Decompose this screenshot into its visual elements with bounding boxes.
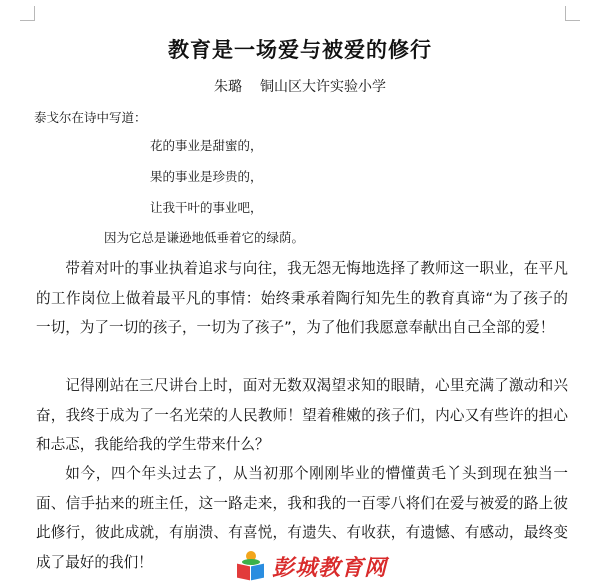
- body-paragraph: 带着对叶的事业执着追求与向往，我无怨无悔地选择了教师这一职业，在平凡的工作岗位上做着最平凡的事情：始终秉承着陶行知先生的教育真谛“为了孩子的一切，为了一切的孩子，一切为了孩子”，为了他们我愿意奉献出自己全部的爱！: [36, 260, 568, 336]
- author-name: 朱璐: [214, 79, 242, 95]
- poem-line: 让我干叶的事业吧，: [150, 200, 263, 215]
- poem-line: 果的事业是珍贵的，: [150, 169, 263, 184]
- page-corner-mark-top-left: [20, 6, 35, 21]
- watermark-text: 彭城教育网: [272, 555, 388, 581]
- page-corner-mark-top-right: [565, 6, 580, 21]
- school-name: 铜山区大许实验小学: [260, 79, 386, 95]
- book-reader-logo-icon: [236, 551, 266, 581]
- poem-line: 因为它总是谦逊地低垂着它的绿荫。: [104, 230, 305, 245]
- poem-line: 花的事业是甜蜜的，: [150, 138, 263, 153]
- body-paragraph: 如今，四个年头过去了，从当初那个刚刚毕业的懵懂黄毛丫头到现在独当一面、信手拈来的班主任，这一路走来，我和我的一百零八将们在爱与被爱的路上彼此修行，彼此成就，有崩溃、有喜悦，有遗失、有收获，有遗憾、有感动，最终变成了最好的我们！: [36, 465, 568, 571]
- body-paragraph: 记得刚站在三尺讲台上时，面对无数双渴望求知的眼睛，心里充满了激动和兴奋，我终于成为了一名光荣的人民教师！望着稚嫩的孩子们，内心又有些许的担心和忐忑，我能给我的学生带来什么？: [36, 377, 568, 453]
- site-watermark: [236, 548, 436, 584]
- article-title: 教育是一场爱与被爱的修行: [168, 38, 432, 62]
- poem-intro: 泰戈尔在诗中写道：: [34, 110, 147, 125]
- byline: [0, 76, 600, 96]
